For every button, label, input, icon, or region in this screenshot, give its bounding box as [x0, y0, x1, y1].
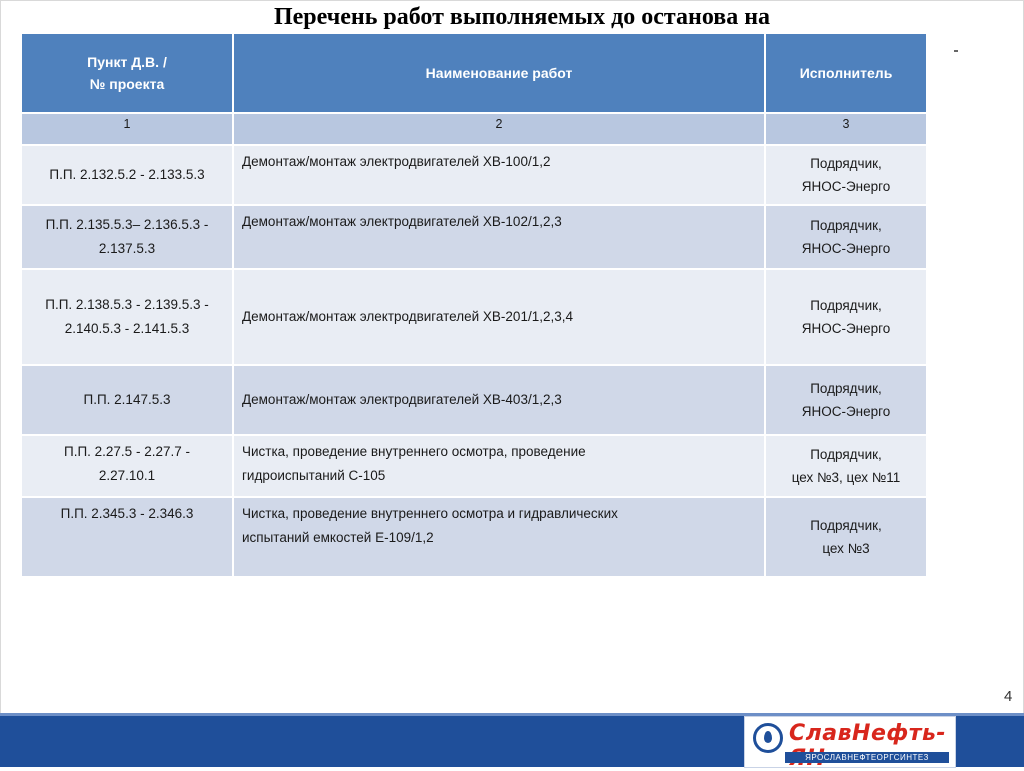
executor-cell: Подрядчик, цех №3, цех №11: [765, 435, 927, 497]
item-cell: П.П. 2.345.3 - 2.346.3: [21, 497, 233, 577]
work-cell: Демонтаж/монтаж электродвигателей ХВ-201/1,2,3,4: [233, 269, 765, 365]
header-work-name: Наименование работ: [233, 33, 765, 113]
works-table: [20, 32, 928, 578]
page-number: 4: [1004, 688, 1013, 705]
table-row: [21, 145, 927, 205]
executor-cell: Подрядчик, ЯНОС-Энерго: [765, 145, 927, 205]
header-item-line2: № проекта: [89, 76, 165, 92]
logo-subtitle: ЯРОСЛАВНЕФТЕОРГСИНТЕЗ: [785, 752, 949, 763]
item-cell: П.П. 2.147.5.3: [21, 365, 233, 435]
table-header-row: [21, 33, 927, 113]
work-cell: Демонтаж/монтаж электродвигателей ХВ-102/1,2,3: [233, 205, 765, 269]
executor-cell: Подрядчик, ЯНОС-Энерго: [765, 269, 927, 365]
item-cell: П.П. 2.138.5.3 - 2.139.5.3 - 2.140.5.3 - 2.141.5.3: [21, 269, 233, 365]
table-row: [21, 365, 927, 435]
column-number-row: [21, 113, 927, 145]
logo-brand: СлавНефть-: [789, 721, 946, 746]
header-item-number: [21, 33, 233, 113]
column-number: 1: [21, 113, 233, 145]
work-cell: Чистка, проведение внутреннего осмотра и гидравлических испытаний емкостей Е-109/1,2: [233, 497, 765, 577]
column-number: 2: [233, 113, 765, 145]
table-row: [21, 497, 927, 577]
work-cell: Чистка, проведение внутреннего осмотра, проведение гидроиспытаний С-105: [233, 435, 765, 497]
header-executor: Исполнитель: [765, 33, 927, 113]
item-cell: П.П. 2.135.5.3– 2.136.5.3 - 2.137.5.3: [21, 205, 233, 269]
header-item-line1: Пункт Д.В. /: [87, 54, 167, 70]
work-cell: Демонтаж/монтаж электродвигателей ХВ-403/1,2,3: [233, 365, 765, 435]
item-cell: П.П. 2.132.5.2 - 2.133.5.3: [21, 145, 233, 205]
executor-cell: Подрядчик, цех №3: [765, 497, 927, 577]
table-row: [21, 205, 927, 269]
executor-cell: Подрядчик, ЯНОС-Энерго: [765, 205, 927, 269]
item-cell: П.П. 2.27.5 - 2.27.7 - 2.27.10.1: [21, 435, 233, 497]
oil-drop-icon: [753, 723, 783, 753]
slide-title: Перечень работ выполняемых до останова на: [273, 4, 771, 30]
company-logo: [744, 716, 956, 768]
work-cell: Демонтаж/монтаж электродвигателей ХВ-100/1,2: [233, 145, 765, 205]
column-number: 3: [765, 113, 927, 145]
table-row: [21, 435, 927, 497]
table-row: [21, 269, 927, 365]
decorative-dot: [954, 50, 958, 52]
executor-cell: Подрядчик, ЯНОС-Энерго: [765, 365, 927, 435]
